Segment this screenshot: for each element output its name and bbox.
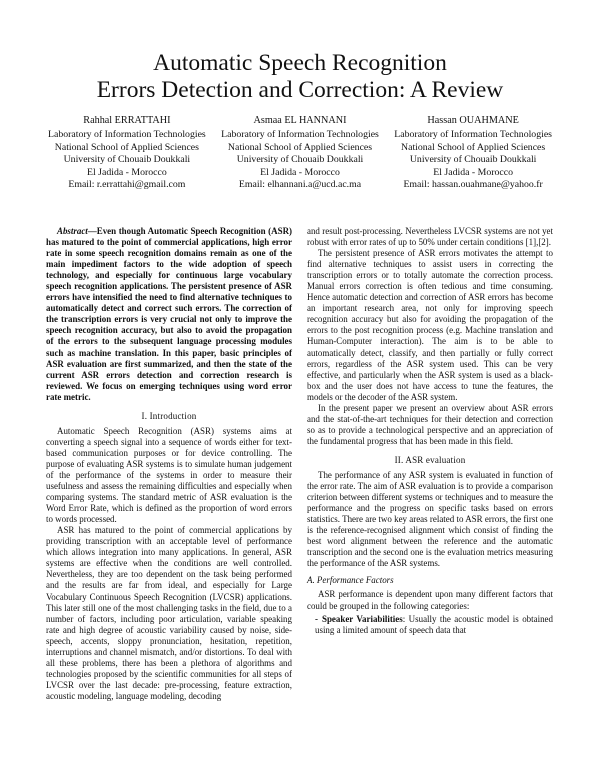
factor-term: Speaker Variabilities <box>321 613 403 624</box>
author-city: El Jadida - Morocco <box>433 166 513 178</box>
author-university: University of Chouaib Doukkali <box>63 154 191 166</box>
section-heading-asr-evaluation: II. ASR evaluation <box>394 454 466 465</box>
bullet-marker: - <box>315 613 318 624</box>
paper-title <box>0 50 600 104</box>
author-name: Rahhal ERRATTAHI <box>83 115 171 126</box>
list-item <box>315 614 553 636</box>
intro-paragraph-4: In the present paper we present an overview about ASR errors and the stat-of-the-art techniques for their detection and correction so as to provide a technological perspective and an appreciation of the fundamental progress that has been made in this field. <box>307 402 553 446</box>
author-2 <box>221 115 379 191</box>
author-1 <box>48 115 206 191</box>
author-email: Email: elhannani.a@ucd.ac.ma <box>238 179 362 191</box>
author-university: University of Chouaib Doukkali <box>409 154 537 166</box>
author-school: National School of Applied Sciences <box>401 141 546 153</box>
author-school: National School of Applied Sciences <box>54 141 199 153</box>
author-email: Email: hassan.ouahmane@yahoo.fr <box>403 179 543 191</box>
intro-paragraph-continued: and result post-processing. Nevertheless LVCSR systems are not yet robust with error rates of up to 50% under certain conditions [1],[2]. <box>307 226 553 248</box>
author-lab: Laboratory of Information Technologies <box>221 129 379 141</box>
author-lab: Laboratory of Information Technologies <box>394 129 552 141</box>
author-email: Email: r.errattahi@gmail.com <box>68 179 186 191</box>
author-city: El Jadida - Morocco <box>260 166 340 178</box>
abstract-label: Abstract <box>57 226 88 236</box>
author-city: El Jadida - Morocco <box>87 166 167 178</box>
author-lab: Laboratory of Information Technologies <box>48 129 206 141</box>
title-line-2: Errors Detection and Correction: A Review <box>96 77 504 103</box>
right-column <box>307 226 553 636</box>
subsection-heading-performance-factors: A. Performance Factors <box>307 575 394 586</box>
factors-list <box>307 614 553 636</box>
author-name: Asmaa EL HANNANI <box>253 115 347 126</box>
evaluation-paragraph: The performance of any ASR system is evaluated in function of the error rate. The aim of ASR evaluation is to provide a comparison criterion between different systems or techniques and to measure the performance and the progress on specific tasks based on errors statistics. There are two key areas related to ASR errors, the first one is the reference-recognised alignment which consist of finding the best word alignment between the reference and the automatic transcription and the second one is the evaluation metrics measuring the performance of the ASR systems. <box>307 469 553 569</box>
factors-paragraph: ASR performance is dependent upon many different factors that could be grouped in the following categories: <box>307 589 553 611</box>
section-heading-introduction: I. Introduction <box>141 410 197 421</box>
factor-text: : Usually the acoustic model is obtained using a limited amount of speech data that <box>315 613 553 635</box>
abstract <box>46 226 292 403</box>
author-name: Hassan OUAHMANE <box>427 115 519 126</box>
intro-paragraph-3: The persistent presence of ASR errors motivates the attempt to find alternative techniques to assist users in correcting the transcription errors or to totally automate the correction process. Manual errors correction is often tedious and time consuming. Hence automatic detection and correction of ASR errors has become an important research area, not only for improving speech recognition accuracy but also for avoiding the propagation of the errors to the post recognition process (e.g. Machine translation and Human-Computer interaction). The aim is to be able to automatically detect, classify, and then partially or fully correct errors, regardless of the ASR system used. This can be very effective, and particularly when the ASR system is used as a black-box and the user does not have access to tune the features, the models or the decoder of the ASR system. <box>307 248 553 402</box>
abstract-text: —Even though Automatic Speech Recognition (ASR) has matured to the point of commercial applications, high error rate in some speech recognition domains remain as one of the main impediment factors to the wide adoption of speech technology, and especially for continuous large vocabulary speech recognition applications. The persistent presence of ASR errors have intensified the need to find alternative techniques to automatically detect and correct such errors. The correction of the transcription errors is very crucial not only to improve the speech recognition accuracy, but also to avoid the propagation of the errors to the subsequent language processing modules such as machine translation. In this paper, basic principles of ASR evaluation are first summarized, and then the state of the current ASR errors detection and correction research is reviewed. We focus on emerging techniques using word error rate metric. <box>46 226 292 402</box>
author-university: University of Chouaib Doukkali <box>236 154 364 166</box>
intro-paragraph-2: ASR has matured to the point of commercial applications by providing transcription with an acceptable level of performance which allows integration into many applications. In general, ASR systems are effective when the conditions are well controlled. Nevertheless, they are too dependent on the task being performed and the results are far from ideal, and especially for Large Vocabulary Continuous Speech Recognition (LVCSR) applications. This later still one of the most challenging tasks in the field, due to a number of factors, including poor articulation, variable speaking rate and high degree of acoustic variability caused by noise, side-speech, accents, sloppy pronunciation, hesitation, repetition, interruptions and channel mismatch, and/or distortions. To deal with all these problems, there has been a plethora of algorithms and technologies proposed by the scientific communities for all steps of LVCSR over the last decade: pre-processing, feature extraction, acoustic modeling, language modeling, decoding <box>46 525 292 701</box>
author-3 <box>394 115 552 191</box>
left-column <box>46 226 292 702</box>
intro-paragraph-1: Automatic Speech Recognition (ASR) systems aims at converting a speech signal into a sequence of words either for text-based communication purposes or for device controlling. The purpose of evaluating ASR systems is to simulate human judgement of the performance of the systems in order to measure their usefulness and assess the remaining difficulties and especially when comparing systems. The standard metric of ASR evaluation is the Word Error Rate, which is defined as the proportion of word errors to words processed. <box>46 425 292 525</box>
title-line-1: Automatic Speech Recognition <box>153 50 447 76</box>
author-school: National School of Applied Sciences <box>227 141 373 153</box>
author-block <box>48 115 552 191</box>
